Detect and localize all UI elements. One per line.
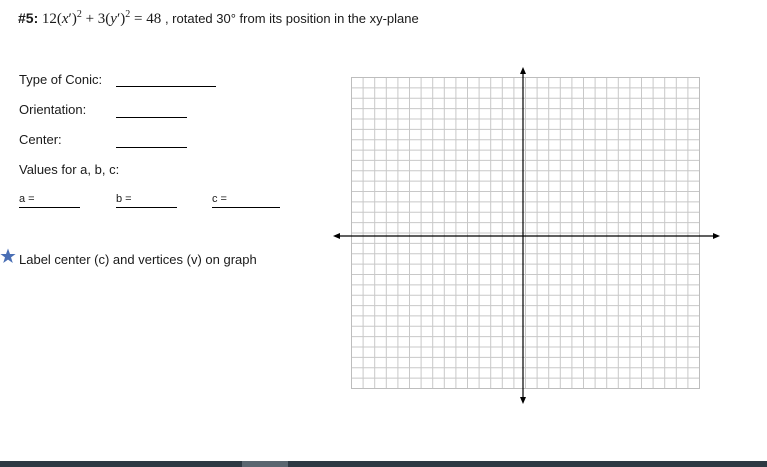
instruction-text: Label center (c) and vertices (v) on graph: [19, 252, 257, 267]
type-of-conic-label: Type of Conic:: [19, 72, 103, 87]
star-icon: [0, 248, 16, 264]
orientation-blank[interactable]: [116, 117, 187, 118]
grid-lines: [352, 78, 700, 389]
a-blank[interactable]: [19, 207, 80, 208]
bottom-bar-segment: [242, 461, 288, 467]
x-axis-right-arrow: [713, 233, 720, 239]
c-label: c =: [212, 193, 227, 205]
y-axis-bottom-arrow: [520, 397, 526, 404]
bottom-bar: [0, 461, 767, 467]
center-label: Center:: [19, 132, 62, 147]
problem-suffix: , rotated 30° from its position in the xy-plane: [164, 11, 419, 26]
c-blank[interactable]: [212, 207, 280, 208]
equation: $12(x')^2 + 3(y')^2 = 48$: [41, 9, 162, 27]
b-label: b =: [116, 193, 132, 205]
problem-statement: [18, 9, 419, 28]
x-axis-left-arrow: [333, 233, 340, 239]
problem-number: #5:: [18, 10, 39, 26]
values-heading: Values for a, b, c:: [19, 162, 120, 177]
y-axis-top-arrow: [520, 67, 526, 74]
coordinate-graph[interactable]: [330, 66, 725, 406]
a-label: a =: [19, 193, 35, 205]
type-of-conic-blank[interactable]: [116, 86, 216, 87]
center-blank[interactable]: [116, 147, 187, 148]
orientation-label: Orientation:: [19, 102, 87, 117]
b-blank[interactable]: [116, 207, 177, 208]
